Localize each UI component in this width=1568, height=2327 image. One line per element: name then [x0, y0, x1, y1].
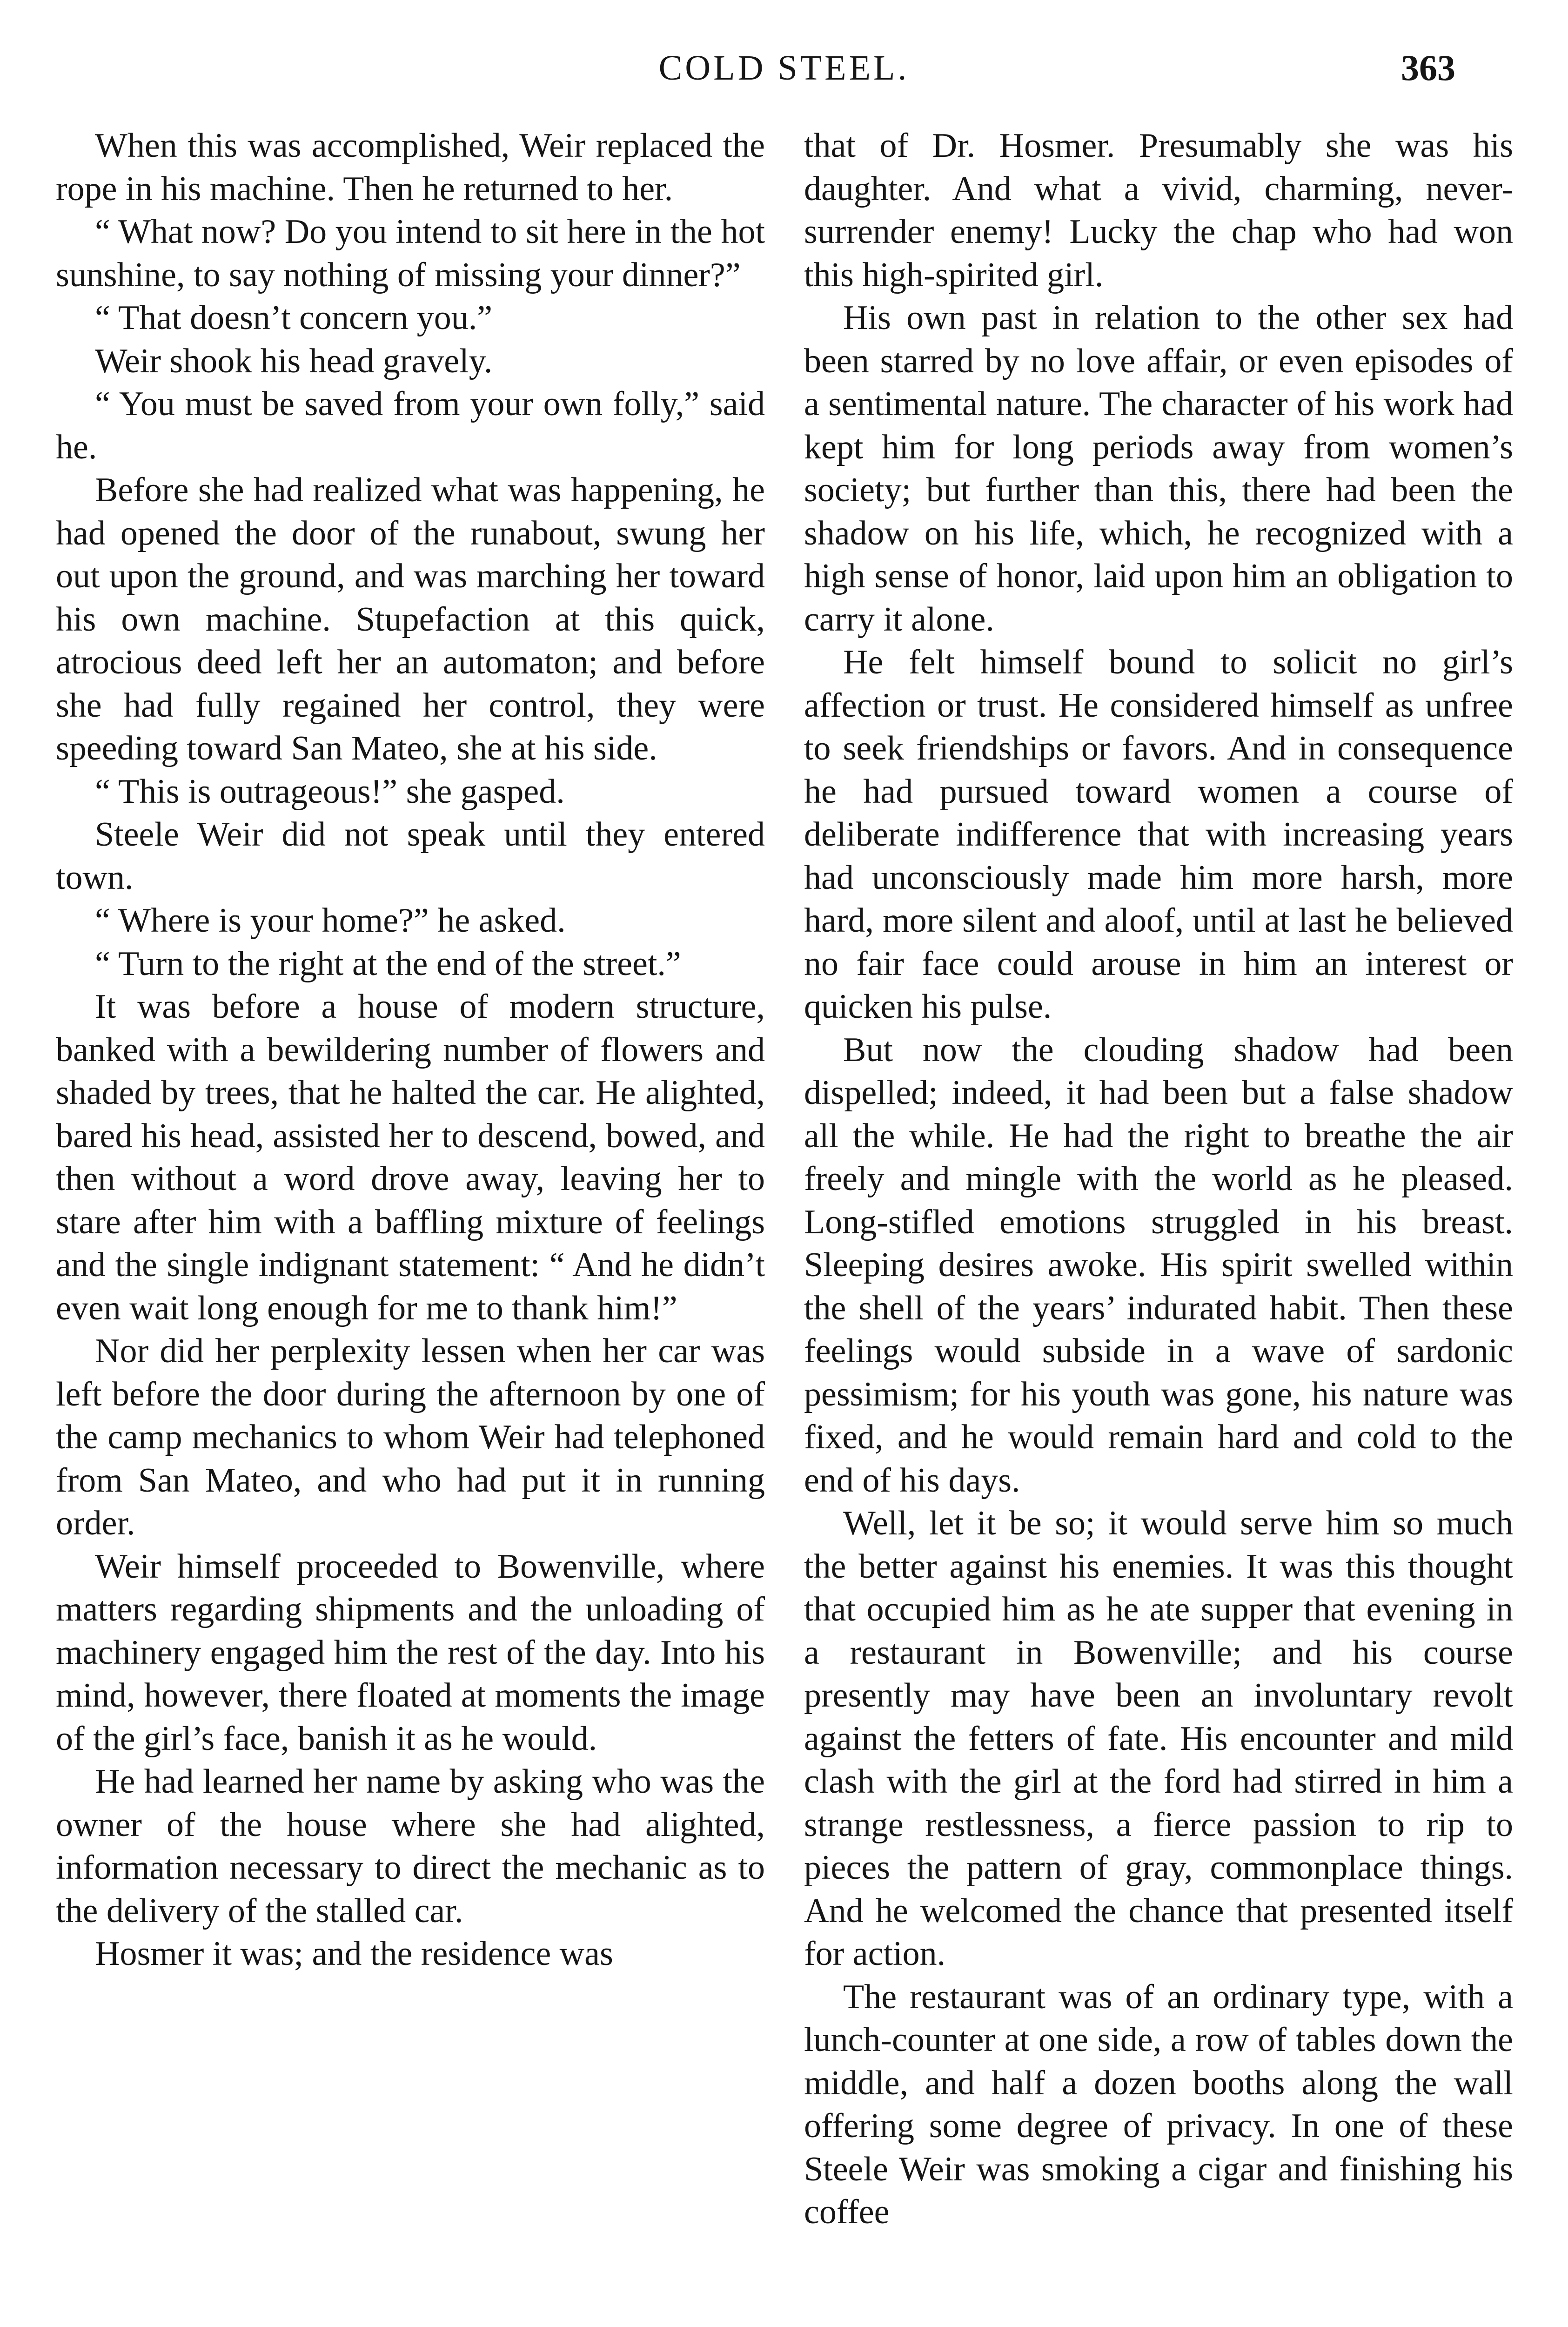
paragraph: Well, let it be so; it would serve him so much the better against his enemies. It was this thought that occupied him as he ate supper that evening in a restaurant in Bowenville; and his course presently may have been an involuntary revolt against the fetters of fate. His encounter and mild clash with the girl at the ford had stirred in him a strange restlessness, a fierce passion to rip to pieces the pattern of gray, commonplace things. And he welcomed the chance that presented itself for action. [804, 1504, 1513, 1973]
text-column-right [804, 124, 1513, 2234]
page-header [56, 45, 1512, 96]
paragraph: When this was accomplished, Weir replaced the rope in his machine. Then he returned to her. [56, 127, 765, 208]
paragraph: Weir himself proceeded to Bowenville, where matters regarding shipments and the unloading of machinery engaged him the rest of the day. Into his mind, however, there floated at moments the image of the girl’s face, banish it as he would. [56, 1547, 765, 1758]
paragraph: “ That doesn’t concern you.” [95, 299, 493, 337]
paragraph: His own past in relation to the other sex had been starred by no love affair, or even episodes of a sentimental nature. The character of his work had kept him for long periods away from women’s society; but further than this, there had been the shadow on his life, which, he recognized with a high sense of honor, laid upon him an obligation to carry it alone. [804, 299, 1513, 639]
paragraph: “ What now? Do you intend to sit here in the hot sunshine, to say nothing of missing your dinner?” [56, 213, 765, 294]
paragraph: “ Where is your home?” he asked. [95, 901, 566, 940]
paragraph: Steele Weir did not speak until they entered town. [56, 815, 765, 897]
paragraph: Hosmer it was; and the residence was [95, 1935, 613, 1973]
paragraph: Weir shook his head gravely. [95, 342, 493, 380]
paragraph: “ This is outrageous!” she gasped. [95, 772, 565, 811]
paragraph: He had learned her name by asking who was the owner of the house where she had alighted, information necessary to direct the mechanic as to the delivery of the stalled car. [56, 1762, 765, 1930]
paragraph: The restaurant was of an ordinary type, with a lunch-counter at one side, a row of tables down the middle, and half a dozen booths along the wall offering some degree of privacy. In one of these Steele Weir was smoking a cigar and finishing his coffee [804, 1977, 1513, 2231]
text-column-left [56, 124, 765, 1976]
paragraph: But now the clouding shadow had been dispelled; indeed, it had been but a false shadow all the while. He had the right to breathe the air freely and mingle with the world as he pleased. Long-stifled emotions struggled in his breast. Sleeping desires awoke. His spirit swelled within the shell of the years’ indurated habit. Then these feelings would subside in a wave of sardonic pessimism; for his youth was gone, his nature was fixed, and he would remain hard and cold to the end of his days. [804, 1030, 1513, 1500]
paragraph: Nor did her perplexity lessen when her car was left before the door during the afternoon by one of the camp mechanics to whom Weir had telephoned from San Mateo, and who had put it in running order. [56, 1332, 765, 1542]
page-number: 363 [1401, 47, 1455, 88]
paragraph: “ You must be saved from your own folly,” said he. [56, 385, 765, 466]
paragraph: Before she had realized what was happening, he had opened the door of the runabout, swung her out upon the ground, and was marching her toward his own machine. Stupefaction at this quick, atrocious deed left her an automaton; and before she had fully regained her control, they were speeding toward San Mateo, she at his side. [56, 471, 765, 767]
paragraph: It was before a house of modern structure, banked with a bewildering number of flowers and shaded by trees, that he halted the car. He alighted, bared his head, assisted her to descend, bowed, and then without a word drove away, leaving her to stare after him with a baffling mixture of feelings and the single indignant statement: “ And he didn’t even wait long enough for me to thank him!” [56, 988, 765, 1327]
running-title: COLD STEEL. [658, 48, 910, 87]
paragraph: He felt himself bound to solicit no girl’s affection or trust. He considered himself as unfree to seek friendships or favors. And in consequence he had pursued toward women a course of deliberate indifference that with increasing years had unconsciously made him more harsh, more hard, more silent and aloof, until at last he believed no fair face could arouse in him an interest or quicken his pulse. [804, 643, 1513, 1026]
paragraph: “ Turn to the right at the end of the street.” [95, 944, 681, 983]
paragraph: that of Dr. Hosmer. Presumably she was his daughter. And what a vivid, charming, never-surrender enemy! Lucky the chap who had won this high-spirited girl. [804, 127, 1513, 294]
